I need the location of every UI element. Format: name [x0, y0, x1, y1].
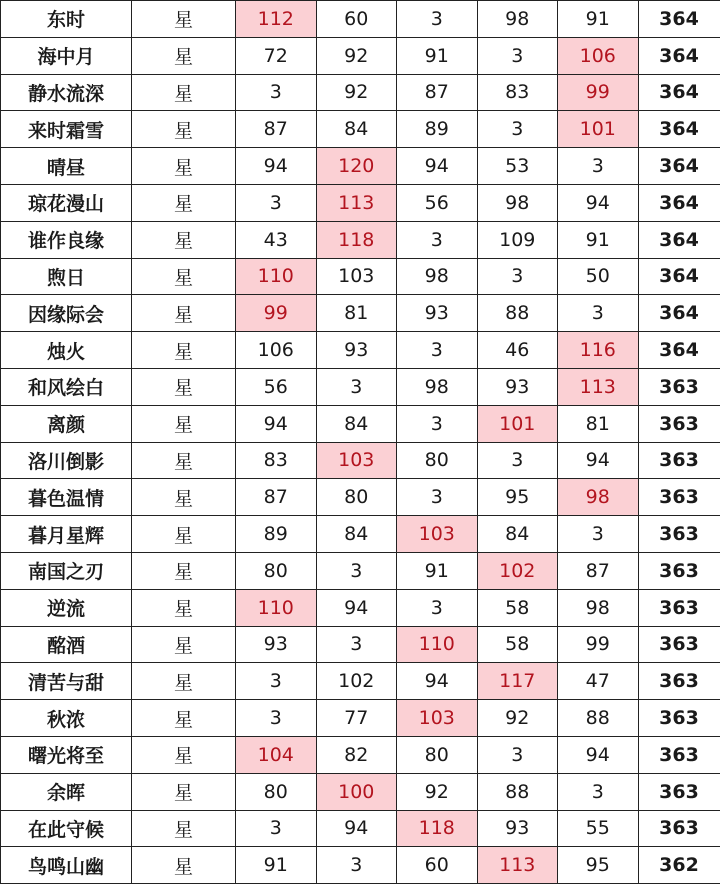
- value-cell: 94: [558, 184, 639, 221]
- value-cell: 3: [477, 37, 558, 74]
- table-row: [1, 221, 720, 258]
- table-row: [1, 700, 720, 737]
- value-cell: 87: [236, 479, 317, 516]
- value-cell: 94: [397, 148, 478, 185]
- table-body: [1, 1, 720, 884]
- row-total: 363: [638, 663, 720, 700]
- value-cell: 3: [397, 405, 478, 442]
- value-cell: 80: [397, 736, 478, 773]
- value-cell: 53: [477, 148, 558, 185]
- highlighted-value-cell: 99: [236, 295, 317, 332]
- highlighted-value-cell: 103: [397, 516, 478, 553]
- row-type: 星: [132, 184, 236, 221]
- value-cell: 3: [236, 810, 317, 847]
- value-cell: 95: [558, 847, 639, 884]
- value-cell: 3: [558, 773, 639, 810]
- row-name: 东时: [1, 1, 132, 38]
- value-cell: 72: [236, 37, 317, 74]
- value-cell: 92: [477, 700, 558, 737]
- row-type: 星: [132, 626, 236, 663]
- value-cell: 3: [236, 700, 317, 737]
- value-cell: 87: [397, 74, 478, 111]
- value-cell: 58: [477, 589, 558, 626]
- table-row: [1, 74, 720, 111]
- value-cell: 94: [397, 663, 478, 700]
- row-name: 来时霜雪: [1, 111, 132, 148]
- value-cell: 82: [316, 736, 397, 773]
- highlighted-value-cell: 103: [397, 700, 478, 737]
- value-cell: 91: [397, 552, 478, 589]
- value-cell: 109: [477, 221, 558, 258]
- value-cell: 3: [316, 552, 397, 589]
- value-cell: 95: [477, 479, 558, 516]
- value-cell: 93: [477, 368, 558, 405]
- table-row: [1, 663, 720, 700]
- highlighted-value-cell: 100: [316, 773, 397, 810]
- value-cell: 3: [316, 368, 397, 405]
- value-cell: 55: [558, 810, 639, 847]
- table-row: [1, 810, 720, 847]
- value-cell: 60: [397, 847, 478, 884]
- value-cell: 3: [236, 74, 317, 111]
- value-cell: 93: [397, 295, 478, 332]
- value-cell: 3: [316, 847, 397, 884]
- highlighted-value-cell: 120: [316, 148, 397, 185]
- value-cell: 3: [397, 479, 478, 516]
- highlighted-value-cell: 112: [236, 1, 317, 38]
- highlighted-value-cell: 106: [558, 37, 639, 74]
- table-row: [1, 1, 720, 38]
- row-name: 南国之刃: [1, 552, 132, 589]
- row-type: 星: [132, 479, 236, 516]
- value-cell: 91: [236, 847, 317, 884]
- row-name: 秋浓: [1, 700, 132, 737]
- value-cell: 80: [397, 442, 478, 479]
- row-type: 星: [132, 405, 236, 442]
- row-total: 364: [638, 295, 720, 332]
- row-type: 星: [132, 1, 236, 38]
- value-cell: 93: [477, 810, 558, 847]
- row-total: 364: [638, 148, 720, 185]
- value-cell: 92: [397, 773, 478, 810]
- value-cell: 94: [316, 810, 397, 847]
- highlighted-value-cell: 118: [316, 221, 397, 258]
- highlighted-value-cell: 117: [477, 663, 558, 700]
- table-row: [1, 184, 720, 221]
- row-name: 余晖: [1, 773, 132, 810]
- value-cell: 98: [397, 258, 478, 295]
- table-row: [1, 368, 720, 405]
- highlighted-value-cell: 101: [477, 405, 558, 442]
- row-total: 363: [638, 736, 720, 773]
- value-cell: 3: [236, 663, 317, 700]
- row-total: 364: [638, 37, 720, 74]
- row-total: 363: [638, 516, 720, 553]
- row-total: 364: [638, 332, 720, 369]
- value-cell: 92: [316, 37, 397, 74]
- highlighted-value-cell: 102: [477, 552, 558, 589]
- row-total: 363: [638, 626, 720, 663]
- row-name: 煦日: [1, 258, 132, 295]
- value-cell: 3: [477, 111, 558, 148]
- value-cell: 88: [558, 700, 639, 737]
- highlighted-value-cell: 113: [477, 847, 558, 884]
- value-cell: 80: [236, 773, 317, 810]
- value-cell: 3: [477, 736, 558, 773]
- highlighted-value-cell: 104: [236, 736, 317, 773]
- row-name: 因缘际会: [1, 295, 132, 332]
- value-cell: 87: [558, 552, 639, 589]
- row-type: 星: [132, 516, 236, 553]
- row-total: 363: [638, 479, 720, 516]
- value-cell: 3: [397, 332, 478, 369]
- value-cell: 3: [558, 148, 639, 185]
- table-row: [1, 405, 720, 442]
- row-name: 琼花漫山: [1, 184, 132, 221]
- row-name: 洛川倒影: [1, 442, 132, 479]
- highlighted-value-cell: 103: [316, 442, 397, 479]
- row-type: 星: [132, 37, 236, 74]
- row-type: 星: [132, 847, 236, 884]
- row-type: 星: [132, 295, 236, 332]
- value-cell: 88: [477, 295, 558, 332]
- value-cell: 3: [397, 589, 478, 626]
- value-cell: 99: [558, 626, 639, 663]
- table-row: [1, 773, 720, 810]
- row-total: 363: [638, 368, 720, 405]
- row-total: 363: [638, 442, 720, 479]
- row-total: 363: [638, 552, 720, 589]
- row-name: 离颜: [1, 405, 132, 442]
- row-total: 364: [638, 258, 720, 295]
- row-type: 星: [132, 148, 236, 185]
- value-cell: 94: [316, 589, 397, 626]
- row-type: 星: [132, 258, 236, 295]
- value-cell: 3: [236, 184, 317, 221]
- value-cell: 88: [477, 773, 558, 810]
- value-cell: 83: [477, 74, 558, 111]
- value-cell: 3: [558, 295, 639, 332]
- row-name: 晴昼: [1, 148, 132, 185]
- value-cell: 81: [316, 295, 397, 332]
- highlighted-value-cell: 101: [558, 111, 639, 148]
- row-total: 363: [638, 589, 720, 626]
- row-total: 363: [638, 810, 720, 847]
- row-type: 星: [132, 663, 236, 700]
- value-cell: 3: [397, 221, 478, 258]
- value-cell: 80: [236, 552, 317, 589]
- value-cell: 89: [397, 111, 478, 148]
- table-row: [1, 442, 720, 479]
- highlighted-value-cell: 110: [236, 589, 317, 626]
- row-name: 海中月: [1, 37, 132, 74]
- value-cell: 47: [558, 663, 639, 700]
- row-type: 星: [132, 736, 236, 773]
- value-cell: 84: [316, 111, 397, 148]
- row-type: 星: [132, 442, 236, 479]
- value-cell: 84: [477, 516, 558, 553]
- highlighted-value-cell: 98: [558, 479, 639, 516]
- row-type: 星: [132, 810, 236, 847]
- highlighted-value-cell: 110: [397, 626, 478, 663]
- row-type: 星: [132, 111, 236, 148]
- row-name: 鸟鸣山幽: [1, 847, 132, 884]
- table-row: [1, 479, 720, 516]
- table-row: [1, 552, 720, 589]
- value-cell: 3: [477, 258, 558, 295]
- row-name: 暮色温情: [1, 479, 132, 516]
- row-total: 363: [638, 773, 720, 810]
- row-total: 362: [638, 847, 720, 884]
- highlighted-value-cell: 113: [316, 184, 397, 221]
- value-cell: 89: [236, 516, 317, 553]
- table-row: [1, 37, 720, 74]
- row-type: 星: [132, 332, 236, 369]
- table-row: [1, 295, 720, 332]
- value-cell: 3: [477, 442, 558, 479]
- value-cell: 3: [397, 1, 478, 38]
- table-row: [1, 847, 720, 884]
- row-type: 星: [132, 589, 236, 626]
- row-name: 和风绘白: [1, 368, 132, 405]
- value-cell: 94: [558, 442, 639, 479]
- row-name: 暮月星辉: [1, 516, 132, 553]
- value-cell: 93: [316, 332, 397, 369]
- row-total: 364: [638, 221, 720, 258]
- table-row: [1, 111, 720, 148]
- row-name: 逆流: [1, 589, 132, 626]
- value-cell: 91: [397, 37, 478, 74]
- table-row: [1, 626, 720, 663]
- value-cell: 56: [236, 368, 317, 405]
- value-cell: 56: [397, 184, 478, 221]
- value-cell: 98: [558, 589, 639, 626]
- highlighted-value-cell: 110: [236, 258, 317, 295]
- value-cell: 84: [316, 516, 397, 553]
- value-cell: 3: [558, 516, 639, 553]
- table-row: [1, 736, 720, 773]
- row-type: 星: [132, 552, 236, 589]
- row-total: 364: [638, 184, 720, 221]
- value-cell: 3: [316, 626, 397, 663]
- table-row: [1, 148, 720, 185]
- row-name: 烛火: [1, 332, 132, 369]
- row-name: 曙光将至: [1, 736, 132, 773]
- highlighted-value-cell: 116: [558, 332, 639, 369]
- value-cell: 81: [558, 405, 639, 442]
- value-cell: 43: [236, 221, 317, 258]
- row-type: 星: [132, 700, 236, 737]
- value-cell: 91: [558, 1, 639, 38]
- value-cell: 84: [316, 405, 397, 442]
- value-cell: 93: [236, 626, 317, 663]
- value-cell: 46: [477, 332, 558, 369]
- highlighted-value-cell: 99: [558, 74, 639, 111]
- row-type: 星: [132, 773, 236, 810]
- row-total: 364: [638, 74, 720, 111]
- row-name: 酩酒: [1, 626, 132, 663]
- row-name: 谁作良缘: [1, 221, 132, 258]
- row-total: 364: [638, 111, 720, 148]
- row-total: 363: [638, 405, 720, 442]
- row-name: 静水流深: [1, 74, 132, 111]
- row-name: 清苦与甜: [1, 663, 132, 700]
- value-cell: 98: [477, 184, 558, 221]
- value-cell: 77: [316, 700, 397, 737]
- value-cell: 94: [558, 736, 639, 773]
- value-cell: 94: [236, 405, 317, 442]
- table-row: [1, 332, 720, 369]
- table-row: [1, 589, 720, 626]
- value-cell: 50: [558, 258, 639, 295]
- row-type: 星: [132, 221, 236, 258]
- value-cell: 98: [397, 368, 478, 405]
- value-cell: 103: [316, 258, 397, 295]
- row-name: 在此守候: [1, 810, 132, 847]
- highlighted-value-cell: 118: [397, 810, 478, 847]
- value-cell: 87: [236, 111, 317, 148]
- row-total: 364: [638, 1, 720, 38]
- value-cell: 80: [316, 479, 397, 516]
- value-cell: 83: [236, 442, 317, 479]
- value-cell: 102: [316, 663, 397, 700]
- value-cell: 98: [477, 1, 558, 38]
- value-cell: 92: [316, 74, 397, 111]
- row-type: 星: [132, 368, 236, 405]
- highlighted-value-cell: 113: [558, 368, 639, 405]
- table-row: [1, 516, 720, 553]
- value-cell: 60: [316, 1, 397, 38]
- table-row: [1, 258, 720, 295]
- row-type: 星: [132, 74, 236, 111]
- value-cell: 94: [236, 148, 317, 185]
- value-cell: 58: [477, 626, 558, 663]
- row-total: 363: [638, 700, 720, 737]
- value-cell: 91: [558, 221, 639, 258]
- value-cell: 106: [236, 332, 317, 369]
